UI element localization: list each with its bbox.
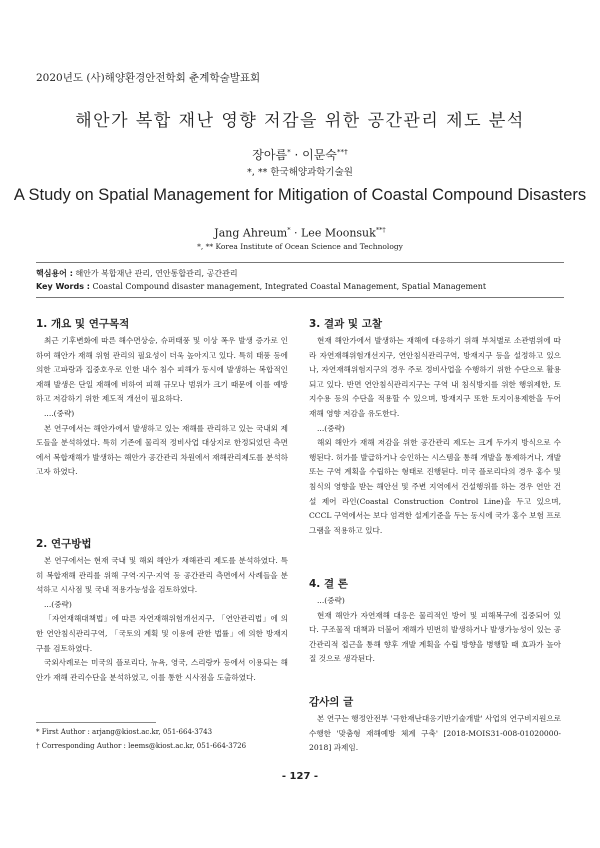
footnote-corr-text: Corresponding Author : leems@kiost.ac.kr, 051-664-3726 bbox=[41, 742, 247, 750]
section-1-heading: 1. 개요 및 연구목적 bbox=[36, 318, 130, 330]
affiliation-english: *, ** Korea Institute of Ocean Science and Technology bbox=[197, 242, 403, 251]
author-2-mark: **† bbox=[336, 147, 348, 156]
author-separator-en: · bbox=[290, 226, 301, 240]
acknowledgement-heading: 감사의 글 bbox=[309, 696, 354, 708]
section-3-omission: ...(중략) bbox=[317, 423, 345, 433]
author-2-name-en: Lee Moonsuk bbox=[301, 226, 376, 240]
section-4 bbox=[309, 576, 561, 667]
footnote-rule bbox=[36, 722, 156, 723]
author-1-mark-en: * bbox=[287, 226, 291, 234]
author-1-mark: * bbox=[287, 147, 291, 156]
section-3-heading: 3. 결과 및 고찰 bbox=[309, 318, 382, 330]
section-4-heading: 4. 결 론 bbox=[309, 578, 348, 590]
footnote-first-author bbox=[36, 726, 212, 739]
keywords-english bbox=[36, 282, 486, 291]
conference-header: 2020년도 (사)해양환경안전학회 춘계학술발표회 bbox=[36, 72, 261, 84]
page-number: - 127 - bbox=[281, 771, 319, 782]
author-2-mark-en: **† bbox=[375, 226, 386, 234]
section-3-paragraph-2: 해외 해안가 재해 저감을 위한 공간관리 제도는 크게 두가지 방식으로 수행된다. 허가를 발급하거나 승인하는 시스템을 통해 개발을 통제하거나, 개발 또는 구역 계획을 수립하는 형태로 진행된다. 미국 플로리다의 경우 홍수 및 침식의 영향을 받는 해안선 및 주변 지역에서 건설행위를 하는 경우 연안 건설 제어 라인(Coastal Construction Control Line)을 두고 있으며, CCCL 구역에서는 보다 엄격한 설계기준을 두는 동시에 국가 홍수 보험 프로그램을 적용하고 있다. bbox=[309, 438, 562, 535]
section-2-paragraph-2: 「자연재해대책법」에 따른 자연재해위험개선지구, 「연안관리법」에 의한 연안침식관리구역, 「국토의 계획 및 이용에 관한 법률」에 의한 방재지구를 검토하였다. bbox=[36, 614, 288, 653]
section-1-omission: ....(중략) bbox=[44, 408, 75, 418]
section-4-paragraph-1: 현재 해안가 자연재해 대응은 물리적인 방어 및 피해복구에 집중되어 있다. 구조물적 대책과 더불어 재해가 빈번히 발생하거나 발생가능성이 있는 공간관리적 접근을 통해 향후 개발 계획을 수립 방향을 병행할 때 효과가 높아질 것으로 생각된다. bbox=[309, 610, 561, 664]
section-2-paragraph-1: 본 연구에서는 현재 국내 및 해외 해안가 재해관리 제도를 분석하였다. 특히 복합재해 관리를 위해 구역·지구·지역 등 공간관리 측면에서 사례들을 분석하고 시사점 및 국내 적용가능성을 검토하였다. bbox=[36, 556, 288, 595]
section-2 bbox=[36, 536, 288, 685]
section-2-heading: 2. 연구방법 bbox=[36, 538, 92, 550]
section-2-paragraph-3: 국외사례로는 미국의 플로리다, 뉴욕, 영국, 스리랑카 등에서 이용되는 해안가 재해 관리수단을 분석하였고, 이를 통한 시사점을 도출하였다. bbox=[36, 658, 288, 682]
acknowledgement bbox=[309, 694, 561, 756]
footnote-corr-mark: † bbox=[36, 742, 40, 750]
author-2-name: 이문숙 bbox=[302, 148, 337, 162]
author-1-name: 장아름 bbox=[252, 148, 288, 162]
keywords-english-label: Key Words : bbox=[36, 282, 90, 291]
affiliation-korean: *, ** 한국해양과학기술원 bbox=[247, 167, 353, 178]
keywords-korean bbox=[36, 268, 238, 279]
section-2-omission: ...(중략) bbox=[44, 599, 72, 609]
authors-korean bbox=[0, 146, 600, 163]
paper-title-english: A Study on Spatial Management for Mitigation of Coastal Compound Disasters bbox=[13, 186, 587, 204]
footnote-corresponding-author bbox=[36, 740, 246, 753]
section-1 bbox=[36, 316, 288, 480]
acknowledgement-paragraph: 본 연구는 행정안전부 '극한재난대응기반기술개발' 사업의 연구비지원으로 수행한 '맞춤형 재해예방 체계 구축' [2018-MOIS31-008-01020000-2018] 과제임. bbox=[309, 714, 561, 753]
footnote-first-text: First Author : arjang@kiost.ac.kr, 051-664-3743 bbox=[41, 728, 213, 736]
paper-title-korean: 해안가 복합 재난 영향 저감을 위한 공간관리 제도 분석 bbox=[75, 111, 525, 131]
authors-english bbox=[0, 226, 600, 240]
section-1-paragraph-2: 본 연구에서는 해안가에서 발생하고 있는 재해를 관리하고 있는 국내외 제도들을 분석하였다. 특히 기존에 물리적 정비사업 대상지로 한정되었던 측면에서 복합재해가 발생하는 해안가 공간관리 차원에서 재해관리제도를 분석하고자 하였다. bbox=[36, 423, 288, 477]
footnote-first-mark: * bbox=[36, 728, 40, 736]
author-separator: · bbox=[290, 148, 303, 162]
keywords-korean-text: 해안가 복합재난 관리, 연안통합관리, 공간관리 bbox=[75, 269, 238, 278]
author-1-name-en: Jang Ahreum bbox=[214, 226, 288, 240]
divider-bottom bbox=[36, 297, 564, 298]
keywords-english-text: Coastal Compound disaster management, Integrated Coastal Management, Spatial Management bbox=[92, 282, 487, 291]
section-3-paragraph-1: 현재 해안가에서 발생하는 재해에 대응하기 위해 부처별로 소관범위에 따라 자연재해위험개선지구, 연안침식관리구역, 방재지구 등을 설정하고 있으나, 자연재해위험지구의 경우 주로 정비사업을 수행하기 위한 수단으로 활용되고 있다. 반면 연안침식관리지구는 구역 내 침식방지를 위한 행위제한, 토지수용 등의 수단을 적용할 수 있으며, 방재지구 또한 토지이용제한을 두어 재해 영향 저감을 유도한다. bbox=[309, 336, 561, 418]
keywords-korean-label: 핵심용어 : bbox=[36, 269, 73, 278]
section-1-paragraph-1: 최근 기후변화에 따른 해수면상승, 슈퍼태풍 및 이상 폭우 발생 증가로 인하여 해안가 재해 위험 관리의 필요성이 더욱 높아지고 있다. 특히 태풍 등에 의한 고파랑과 집중호우로 인한 내수 침수 피해가 동시에 발생하는 복합적인 재해 발생은 단일 재해에 비하여 피해 규모나 범위가 크기 때문에 이를 예방하고 저감하기 위한 제도적 개선이 필요하다. bbox=[36, 336, 288, 404]
section-4-omission: ...(중략) bbox=[317, 596, 345, 605]
section-3 bbox=[309, 316, 561, 538]
divider-top bbox=[36, 262, 564, 263]
